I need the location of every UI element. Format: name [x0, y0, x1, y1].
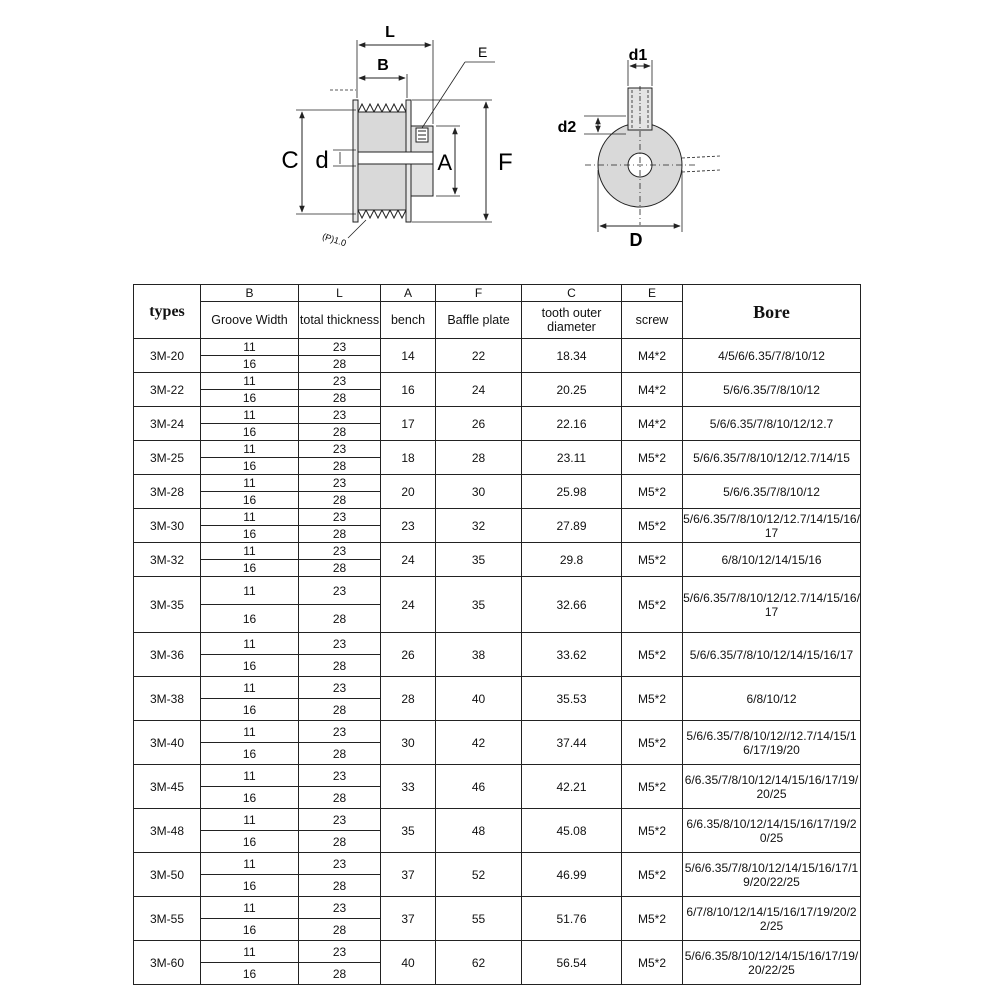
screw-cell: M5*2 — [622, 633, 683, 677]
types-header: types — [134, 285, 201, 339]
header-name: bench — [381, 302, 436, 339]
baffle-plate-cell: 62 — [436, 941, 522, 985]
pulley-diagram — [0, 0, 1000, 280]
tooth-outer-diameter-cell: 23.11 — [522, 441, 622, 475]
spec-table — [133, 284, 861, 985]
total-thickness-cell: 23 — [299, 543, 381, 560]
bore-cell: 6/6.35/8/10/12/14/15/16/17/19/20/25 — [683, 809, 861, 853]
groove-width-cell: 11 — [201, 721, 299, 743]
groove-width-cell: 16 — [201, 655, 299, 677]
bore-cell: 5/6/6.35/7/8/10/12/14/15/16/17/19/20/22/25 — [683, 853, 861, 897]
groove-width-cell: 16 — [201, 560, 299, 577]
tooth-outer-diameter-cell: 35.53 — [522, 677, 622, 721]
bench-cell: 35 — [381, 809, 436, 853]
header-name: Groove Width — [201, 302, 299, 339]
screw-cell: M5*2 — [622, 475, 683, 509]
total-thickness-cell: 23 — [299, 633, 381, 655]
total-thickness-cell: 23 — [299, 339, 381, 356]
bench-cell: 20 — [381, 475, 436, 509]
total-thickness-cell: 28 — [299, 655, 381, 677]
total-thickness-cell: 28 — [299, 424, 381, 441]
table-row — [134, 809, 861, 831]
bench-cell: 37 — [381, 897, 436, 941]
screw-cell: M5*2 — [622, 765, 683, 809]
groove-width-cell: 11 — [201, 897, 299, 919]
header-name: tooth outer diameter — [522, 302, 622, 339]
bore-cell: 5/6/6.35/8/10/12/14/15/16/17/19/20/22/25 — [683, 941, 861, 985]
table-row — [134, 441, 861, 458]
baffle-plate-cell: 42 — [436, 721, 522, 765]
baffle-plate-cell: 35 — [436, 577, 522, 633]
screw-cell: M5*2 — [622, 509, 683, 543]
table-row — [134, 475, 861, 492]
total-thickness-cell: 28 — [299, 963, 381, 985]
total-thickness-cell: 23 — [299, 373, 381, 390]
table-row — [134, 677, 861, 699]
groove-width-cell: 16 — [201, 605, 299, 633]
groove-width-cell: 11 — [201, 765, 299, 787]
total-thickness-cell: 28 — [299, 787, 381, 809]
bench-cell: 18 — [381, 441, 436, 475]
header-letter: C — [522, 285, 622, 302]
baffle-plate-cell: 22 — [436, 339, 522, 373]
total-thickness-cell: 28 — [299, 492, 381, 509]
bore-cell: 5/6/6.35/7/8/10/12/12.7/14/15 — [683, 441, 861, 475]
baffle-plate-cell: 38 — [436, 633, 522, 677]
groove-width-cell: 16 — [201, 458, 299, 475]
header-name: total thickness — [299, 302, 381, 339]
total-thickness-cell: 23 — [299, 809, 381, 831]
bore-cell: 6/8/10/12/14/15/16 — [683, 543, 861, 577]
total-thickness-cell: 28 — [299, 743, 381, 765]
total-thickness-cell: 23 — [299, 721, 381, 743]
table-row — [134, 407, 861, 424]
tooth-outer-diameter-cell: 51.76 — [522, 897, 622, 941]
bench-cell: 28 — [381, 677, 436, 721]
total-thickness-cell: 23 — [299, 509, 381, 526]
groove-width-cell: 11 — [201, 407, 299, 424]
total-thickness-cell: 28 — [299, 699, 381, 721]
total-thickness-cell: 23 — [299, 441, 381, 458]
groove-width-cell: 16 — [201, 356, 299, 373]
tooth-outer-diameter-cell: 42.21 — [522, 765, 622, 809]
bench-cell: 24 — [381, 543, 436, 577]
screw-cell: M5*2 — [622, 853, 683, 897]
screw-cell: M4*2 — [622, 373, 683, 407]
header-letter: B — [201, 285, 299, 302]
bore-cell: 5/6/6.35/7/8/10/12 — [683, 373, 861, 407]
tooth-outer-diameter-cell: 37.44 — [522, 721, 622, 765]
baffle-plate-cell: 55 — [436, 897, 522, 941]
bore-cell: 4/5/6/6.35/7/8/10/12 — [683, 339, 861, 373]
groove-width-cell: 11 — [201, 475, 299, 492]
groove-width-cell: 16 — [201, 492, 299, 509]
bore-cell: 5/6/6.35/7/8/10/12/12.7/14/15/16/17 — [683, 577, 861, 633]
total-thickness-cell: 23 — [299, 897, 381, 919]
spec-body — [134, 339, 861, 985]
total-thickness-cell: 28 — [299, 831, 381, 853]
table-row — [134, 339, 861, 356]
type-cell: 3M-38 — [134, 677, 201, 721]
total-thickness-cell: 23 — [299, 407, 381, 424]
tooth-outer-diameter-cell: 56.54 — [522, 941, 622, 985]
groove-width-cell: 11 — [201, 339, 299, 356]
side-view — [296, 40, 495, 238]
groove-width-cell: 11 — [201, 373, 299, 390]
tooth-outer-diameter-cell: 25.98 — [522, 475, 622, 509]
baffle-plate-cell: 24 — [436, 373, 522, 407]
tooth-outer-diameter-cell: 29.8 — [522, 543, 622, 577]
screw-cell: M5*2 — [622, 721, 683, 765]
table-row — [134, 853, 861, 875]
baffle-plate-cell: 30 — [436, 475, 522, 509]
bore-cell: 5/6/6.35/7/8/10/12//12.7/14/15/16/17/19/20 — [683, 721, 861, 765]
label-E: E — [478, 44, 488, 60]
groove-width-cell: 11 — [201, 941, 299, 963]
tooth-outer-diameter-cell: 18.34 — [522, 339, 622, 373]
label-D: D — [629, 230, 643, 250]
groove-width-cell: 16 — [201, 699, 299, 721]
total-thickness-cell: 28 — [299, 919, 381, 941]
groove-width-cell: 11 — [201, 853, 299, 875]
total-thickness-cell: 23 — [299, 765, 381, 787]
type-cell: 3M-45 — [134, 765, 201, 809]
table-row — [134, 543, 861, 560]
bench-cell: 40 — [381, 941, 436, 985]
total-thickness-cell: 23 — [299, 677, 381, 699]
type-cell: 3M-24 — [134, 407, 201, 441]
screw-cell: M5*2 — [622, 677, 683, 721]
groove-width-cell: 16 — [201, 787, 299, 809]
type-cell: 3M-30 — [134, 509, 201, 543]
type-cell: 3M-55 — [134, 897, 201, 941]
bench-cell: 24 — [381, 577, 436, 633]
total-thickness-cell: 23 — [299, 941, 381, 963]
groove-width-cell: 16 — [201, 919, 299, 941]
type-cell: 3M-20 — [134, 339, 201, 373]
bench-cell: 30 — [381, 721, 436, 765]
bore-cell: 5/6/6.35/7/8/10/12/12.7 — [683, 407, 861, 441]
table-row — [134, 721, 861, 743]
type-cell: 3M-48 — [134, 809, 201, 853]
total-thickness-cell: 28 — [299, 605, 381, 633]
label-d: d — [315, 147, 329, 174]
total-thickness-cell: 28 — [299, 458, 381, 475]
baffle-plate-cell: 28 — [436, 441, 522, 475]
bench-cell: 23 — [381, 509, 436, 543]
table-row — [134, 897, 861, 919]
baffle-plate-cell: 35 — [436, 543, 522, 577]
label-L: L — [385, 24, 395, 41]
groove-width-cell: 11 — [201, 809, 299, 831]
groove-width-cell: 16 — [201, 743, 299, 765]
groove-width-cell: 11 — [201, 441, 299, 458]
type-cell: 3M-50 — [134, 853, 201, 897]
table-row — [134, 373, 861, 390]
tooth-outer-diameter-cell: 32.66 — [522, 577, 622, 633]
bore-cell: 5/6/6.35/7/8/10/12/14/15/16/17 — [683, 633, 861, 677]
type-cell: 3M-36 — [134, 633, 201, 677]
groove-width-cell: 11 — [201, 677, 299, 699]
label-B: B — [377, 57, 389, 74]
baffle-plate-cell: 32 — [436, 509, 522, 543]
screw-cell: M5*2 — [622, 441, 683, 475]
label-pitch: (P)1.0 — [321, 231, 348, 249]
label-d2: d2 — [557, 119, 577, 136]
total-thickness-cell: 23 — [299, 577, 381, 605]
header-letter: L — [299, 285, 381, 302]
bench-cell: 14 — [381, 339, 436, 373]
baffle-plate-cell: 52 — [436, 853, 522, 897]
bench-cell: 33 — [381, 765, 436, 809]
bench-cell: 17 — [381, 407, 436, 441]
groove-width-cell: 16 — [201, 526, 299, 543]
total-thickness-cell: 28 — [299, 875, 381, 897]
table-row — [134, 941, 861, 963]
table-row — [134, 509, 861, 526]
tooth-outer-diameter-cell: 22.16 — [522, 407, 622, 441]
bench-cell: 26 — [381, 633, 436, 677]
type-cell: 3M-40 — [134, 721, 201, 765]
label-C: C — [281, 147, 299, 174]
total-thickness-cell: 28 — [299, 526, 381, 543]
baffle-plate-cell: 26 — [436, 407, 522, 441]
table-row — [134, 765, 861, 787]
bench-cell: 16 — [381, 373, 436, 407]
tooth-outer-diameter-cell: 20.25 — [522, 373, 622, 407]
total-thickness-cell: 28 — [299, 356, 381, 373]
groove-width-cell: 11 — [201, 543, 299, 560]
bore-cell: 6/7/8/10/12/14/15/16/17/19/20/22/25 — [683, 897, 861, 941]
header-letter: F — [436, 285, 522, 302]
screw-cell: M4*2 — [622, 339, 683, 373]
total-thickness-cell: 23 — [299, 475, 381, 492]
type-cell: 3M-28 — [134, 475, 201, 509]
tooth-outer-diameter-cell: 33.62 — [522, 633, 622, 677]
groove-width-cell: 11 — [201, 509, 299, 526]
groove-width-cell: 16 — [201, 875, 299, 897]
groove-width-cell: 16 — [201, 424, 299, 441]
bore-cell: 6/8/10/12 — [683, 677, 861, 721]
header-letter: E — [622, 285, 683, 302]
groove-width-cell: 11 — [201, 577, 299, 605]
bore-header: Bore — [683, 285, 861, 339]
bore-cell: 6/6.35/7/8/10/12/14/15/16/17/19/20/25 — [683, 765, 861, 809]
groove-width-cell: 16 — [201, 390, 299, 407]
tooth-outer-diameter-cell: 45.08 — [522, 809, 622, 853]
screw-cell: M5*2 — [622, 897, 683, 941]
label-d1: d1 — [628, 47, 648, 64]
bore-cell: 5/6/6.35/7/8/10/12 — [683, 475, 861, 509]
screw-cell: M5*2 — [622, 941, 683, 985]
label-A: A — [437, 150, 452, 175]
total-thickness-cell: 28 — [299, 390, 381, 407]
bore-cell: 5/6/6.35/7/8/10/12/12.7/14/15/16/17 — [683, 509, 861, 543]
groove-width-cell: 16 — [201, 963, 299, 985]
type-cell: 3M-25 — [134, 441, 201, 475]
groove-width-cell: 16 — [201, 831, 299, 853]
baffle-plate-cell: 46 — [436, 765, 522, 809]
baffle-plate-cell: 48 — [436, 809, 522, 853]
header-name: screw — [622, 302, 683, 339]
type-cell: 3M-35 — [134, 577, 201, 633]
total-thickness-cell: 28 — [299, 560, 381, 577]
table-row — [134, 577, 861, 605]
header-letter: A — [381, 285, 436, 302]
header-letter-row — [134, 285, 861, 302]
table-row — [134, 633, 861, 655]
screw-cell: M5*2 — [622, 809, 683, 853]
baffle-plate-cell: 40 — [436, 677, 522, 721]
type-cell: 3M-60 — [134, 941, 201, 985]
bench-cell: 37 — [381, 853, 436, 897]
label-F: F — [498, 149, 513, 176]
screw-cell: M5*2 — [622, 577, 683, 633]
type-cell: 3M-32 — [134, 543, 201, 577]
total-thickness-cell: 23 — [299, 853, 381, 875]
header-name: Baffle plate — [436, 302, 522, 339]
groove-width-cell: 11 — [201, 633, 299, 655]
front-view — [584, 60, 720, 232]
tooth-outer-diameter-cell: 46.99 — [522, 853, 622, 897]
screw-cell: M4*2 — [622, 407, 683, 441]
tooth-outer-diameter-cell: 27.89 — [522, 509, 622, 543]
screw-cell: M5*2 — [622, 543, 683, 577]
type-cell: 3M-22 — [134, 373, 201, 407]
